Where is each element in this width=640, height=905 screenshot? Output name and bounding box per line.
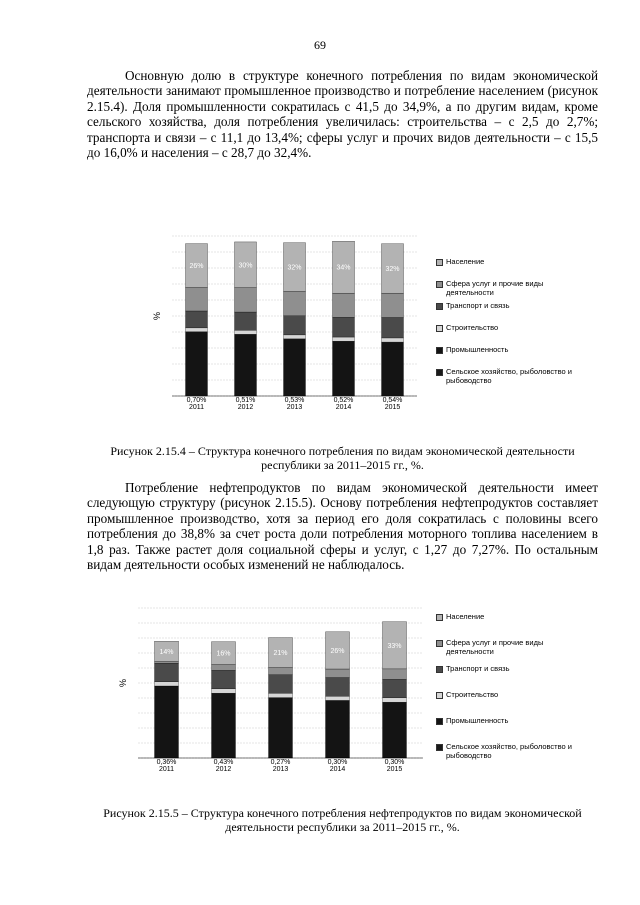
bar-segment [382,318,404,338]
bar-segment [333,293,355,317]
data-label: 0,51% [235,397,256,404]
x-tick-label: 2011 [158,766,175,773]
x-tick-label: 2013 [272,766,289,773]
bar-segment [284,339,306,395]
bar-segment [155,682,179,686]
bar-segment [186,328,208,332]
bar-segment [269,693,293,697]
legend-label: Промышленность [446,345,509,354]
bar-segment [212,665,236,671]
data-label: 0,36% [156,759,177,766]
legend-swatch [436,369,443,376]
data-label: 0,43% [213,759,234,766]
data-label: 0,54% [382,397,403,404]
chart-1 [152,226,422,416]
bar-segment [326,678,350,697]
x-tick-label: 2013 [286,404,303,411]
bar-segment [284,316,306,335]
caption-1: Рисунок 2.15.4 – Структура конечного потребления по видам экономической деятельности республики за 2011–2015 гг., %. [110,444,575,472]
bar-segment [383,669,407,679]
bar-segment [382,342,404,395]
legend-swatch [436,692,443,699]
x-tick-label: 2011 [188,404,205,411]
data-label: 0,70% [186,397,207,404]
chart-2-legend [436,612,586,772]
legend-label: Сфера услуг и прочие виды деятельности [446,279,544,297]
legend-label: Сельское хозяйство, рыболовство и рыбоводство [446,742,572,760]
legend-swatch [436,666,443,673]
paragraph-1: Основную долю в структуре конечного потребления по видам экономической деятельности занимают промышленное производство и потребление населением (рисунок 2.15.4). Доля промышленности сократилась с 41,5 до 34,9%, а по другим видам, кроме сельского хозяйства, доля потребления увеличилась: строительства – с 2,5 до 2,7%; транспорта и связи – с 11,1 до 13,4%; сферы услуг и прочих видов деятельности – с 15,5 до 16,0% и населения – с 28,7 до 32,4%. [87,68,598,161]
legend-item [436,612,586,621]
bar-segment [235,334,257,395]
data-label: 0,30% [327,759,348,766]
legend-swatch [436,347,443,354]
caption-2: Рисунок 2.15.5 – Структура конечного потребления нефтепродуктов по видам экономической деятельности республики за 2011–2015 гг., %. [103,806,582,834]
data-label: 0,30% [384,759,405,766]
bar-segment [212,689,236,693]
bar-segment [326,700,350,757]
data-label: 32% [385,265,400,273]
legend-item [436,690,586,699]
legend-swatch [436,744,443,751]
data-label: 34% [336,264,351,272]
legend-item [436,716,586,725]
legend-swatch [436,640,443,647]
paragraph-2: Потребление нефтепродуктов по видам экономической деятельности имеет следующую структуру (рисунок 2.15.5). Основу потребления нефтепродуктов составляет промышленное производство, хотя за период его доля сократилась с половины всего потребления до 38,8% за счет роста доли потребления моторного топлива населением в 1,8 раз. Также растет доля социальной сферы и услуг, с 1,27 до 7,27%. По остальным видам деятельности особых изменений не наблюдалось. [87,480,598,573]
bar-segment [326,696,350,700]
bar-segment [155,663,179,682]
bar-segment [383,698,407,702]
legend-item [436,279,586,297]
legend-swatch [436,325,443,332]
x-tick-label: 2012 [237,404,254,411]
data-label: 26% [330,647,345,655]
bar-segment [284,291,306,315]
data-label: 16% [216,650,231,658]
bar-segment [235,312,257,330]
legend-item [436,664,586,673]
bar-segment [186,287,208,311]
legend-label: Сельское хозяйство, рыболовство и рыбоводство [446,367,572,385]
bar-segment [326,669,350,678]
legend-swatch [436,614,443,621]
data-label: 21% [273,650,288,658]
legend-label: Промышленность [446,716,509,725]
legend-item [436,301,586,310]
x-tick-label: 2015 [384,404,401,411]
bar-segment [186,395,208,396]
bar-segment [382,338,404,342]
legend-swatch [436,718,443,725]
bar-segment [333,341,355,395]
bar-segment [269,668,293,675]
legend-label: Транспорт и связь [446,664,510,673]
legend-label: Транспорт и связь [446,301,510,310]
x-tick-label: 2014 [329,766,346,773]
x-tick-label: 2014 [335,404,352,411]
bar-segment [212,693,236,757]
bar-segment [212,670,236,689]
legend-swatch [436,303,443,310]
bar-segment [383,679,407,698]
chart-1-legend [436,257,586,397]
data-label: 14% [159,648,174,656]
bar-segment [382,293,404,317]
data-label: 30% [238,262,253,270]
legend-item [436,742,586,760]
legend-swatch [436,281,443,288]
y-axis-label: % [152,311,162,321]
data-label: 0,27% [270,759,291,766]
chart-2 [118,598,428,798]
data-label: 32% [287,264,302,272]
data-label: 33% [387,642,402,650]
legend-item [436,323,586,332]
bar-segment [269,698,293,758]
legend-label: Строительство [446,323,499,332]
chart-2-plot [118,598,428,798]
legend-label: Сфера услуг и прочие виды деятельности [446,638,544,656]
x-tick-label: 2015 [386,766,403,773]
legend-item [436,367,586,385]
legend-label: Строительство [446,690,499,699]
legend-item [436,345,586,354]
bar-segment [284,335,306,339]
legend-item [436,257,586,266]
bar-segment [383,702,407,757]
bar-segment [155,686,179,757]
data-label: 0,52% [333,397,354,404]
data-label: 26% [189,262,204,270]
legend-item [436,638,586,656]
bar-segment [186,332,208,395]
data-label: 0,53% [284,397,305,404]
bar-segment [186,311,208,328]
page-number: 69 [314,38,326,52]
bar-segment [155,661,179,663]
bar-segment [235,288,257,312]
legend-swatch [436,259,443,266]
x-tick-label: 2012 [215,766,232,773]
legend-label: Население [446,612,485,621]
bar-segment [333,337,355,341]
bar-segment [235,330,257,334]
bar-segment [269,675,293,694]
chart-1-plot [152,226,422,416]
legend-label: Население [446,257,485,266]
y-axis-label: % [118,678,128,688]
bar-segment [333,317,355,337]
